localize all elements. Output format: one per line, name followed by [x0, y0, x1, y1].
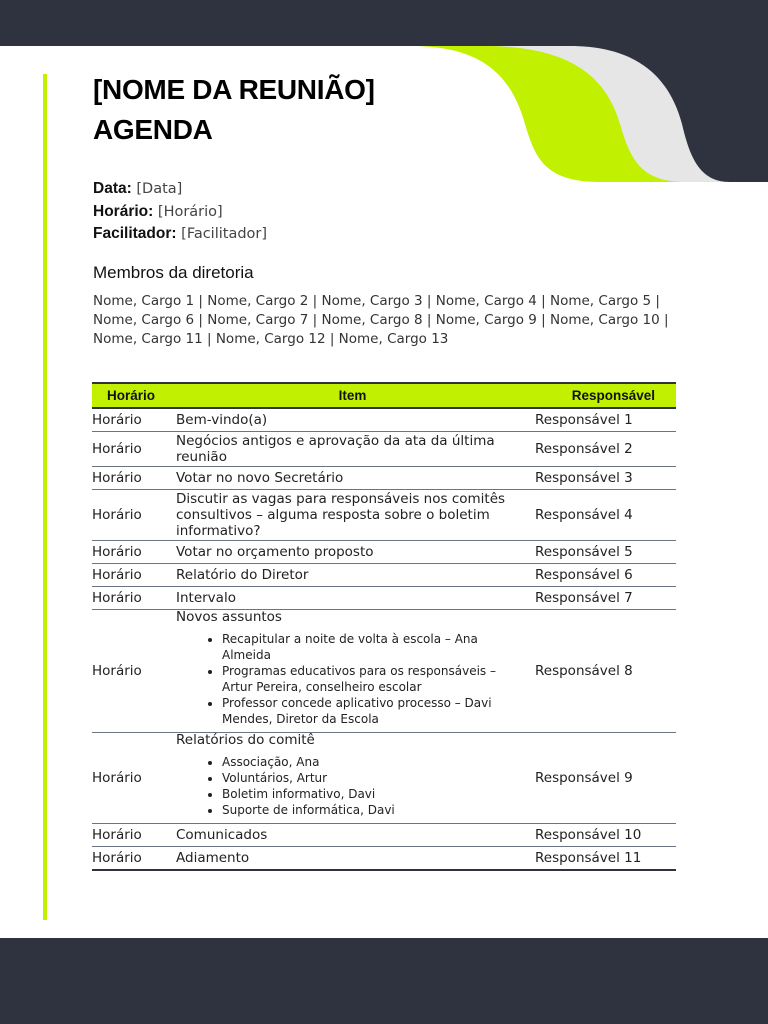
- table-row: [92, 610, 676, 733]
- row-item-heading: Relatórios do comitê: [176, 732, 315, 748]
- row-time: Horário: [92, 847, 170, 871]
- row-item: Intervalo: [170, 587, 535, 610]
- row-time: Horário: [92, 541, 170, 564]
- left-accent-bar: [43, 74, 47, 920]
- facilitator-label: Facilitador:: [93, 225, 177, 242]
- table-row: [92, 824, 676, 847]
- row-owner: Responsável 4: [535, 490, 676, 541]
- table-row: [92, 408, 676, 432]
- time-label: Horário:: [93, 202, 154, 220]
- list-item: • Professor concede aplicativo processo – Davi Mendes, Diretor da Escola: [222, 695, 529, 727]
- header-owner: Responsável: [535, 383, 676, 408]
- row-owner: Responsável 6: [535, 564, 676, 587]
- list-item: • Suporte de informática, Davi: [222, 802, 529, 818]
- members-list: Nome, Cargo 1 | Nome, Cargo 2 | Nome, Cargo 3 | Nome, Cargo 4 | Nome, Cargo 5 | Nome, Cargo 6 | Nome, Cargo 7 | Nome, Cargo 8 | Nome, Cargo 9 | Nome, Cargo 10 | Nome, Cargo 11 | Nome, Cargo 12 | Nome, Cargo 13: [93, 293, 669, 347]
- header-time: Horário: [92, 383, 170, 408]
- date-value: [Data]: [136, 181, 183, 197]
- row-item: Comunicados: [170, 824, 535, 847]
- time-row: [93, 201, 267, 224]
- row-time: Horário: [92, 490, 170, 541]
- row-owner: Responsável 10: [535, 824, 676, 847]
- row-item: Bem-vindo(a): [170, 408, 535, 432]
- row-owner: Responsável 2: [535, 432, 676, 467]
- row-time: Horário: [92, 587, 170, 610]
- list-item: • Associação, Ana: [222, 754, 529, 770]
- header-item: Item: [170, 383, 535, 408]
- row-item: Relatório do Diretor: [170, 564, 535, 587]
- table-row: [92, 467, 676, 490]
- list-item: • Recapitular a noite de volta à escola – Ana Almeida: [222, 631, 529, 663]
- list-item: • Voluntários, Artur: [222, 770, 529, 786]
- row-owner: Responsável 1: [535, 408, 676, 432]
- row-owner: Responsável 3: [535, 467, 676, 490]
- page-title: [93, 70, 375, 150]
- table-row: [92, 432, 676, 467]
- table-row: [92, 490, 676, 541]
- row-time: Horário: [92, 564, 170, 587]
- table-row: [92, 733, 676, 824]
- row-item: Votar no novo Secretário: [170, 467, 535, 490]
- row-time: Horário: [92, 824, 170, 847]
- row-owner: Responsável 7: [535, 587, 676, 610]
- list-item: • Programas educativos para os responsáveis – Artur Pereira, conselheiro escolar: [222, 663, 529, 695]
- row-item: Discutir as vagas para responsáveis nos comitês consultivos – alguma resposta sobre o boletim informativo?: [170, 490, 535, 541]
- members-heading: Membros da diretoria: [93, 263, 254, 282]
- date-label: Data:: [93, 180, 132, 197]
- row-time: Horário: [92, 733, 170, 824]
- table-row: [92, 541, 676, 564]
- row-item: [170, 610, 535, 733]
- row-time: Horário: [92, 408, 170, 432]
- footer-band: [0, 938, 768, 1024]
- date-row: [93, 178, 267, 201]
- row-item-heading: Novos assuntos: [176, 609, 282, 625]
- table-row: [92, 847, 676, 871]
- facilitator-value: [Facilitador]: [181, 226, 268, 242]
- row-item: [170, 733, 535, 824]
- title-line-2: AGENDA: [93, 114, 213, 145]
- subitem-list: [176, 631, 529, 727]
- row-owner: Responsável 8: [535, 610, 676, 733]
- row-time: Horário: [92, 467, 170, 490]
- row-item: Adiamento: [170, 847, 535, 871]
- table-header-row: [92, 383, 676, 408]
- row-item: Negócios antigos e aprovação da ata da última reunião: [170, 432, 535, 467]
- time-value: [Horário]: [157, 203, 223, 220]
- table-row: [92, 564, 676, 587]
- title-line-1: [NOME DA REUNIÃO]: [93, 74, 375, 105]
- facilitator-row: [93, 223, 267, 246]
- row-owner: Responsável 9: [535, 733, 676, 824]
- subitem-list: [176, 754, 529, 818]
- row-owner: Responsável 11: [535, 847, 676, 871]
- row-time: Horário: [92, 610, 170, 733]
- meeting-details: [93, 178, 267, 246]
- table-row: [92, 587, 676, 610]
- agenda-table: [92, 382, 676, 871]
- row-item: Votar no orçamento proposto: [170, 541, 535, 564]
- row-time: Horário: [92, 432, 170, 467]
- row-owner: Responsável 5: [535, 541, 676, 564]
- list-item: • Boletim informativo, Davi: [222, 786, 529, 802]
